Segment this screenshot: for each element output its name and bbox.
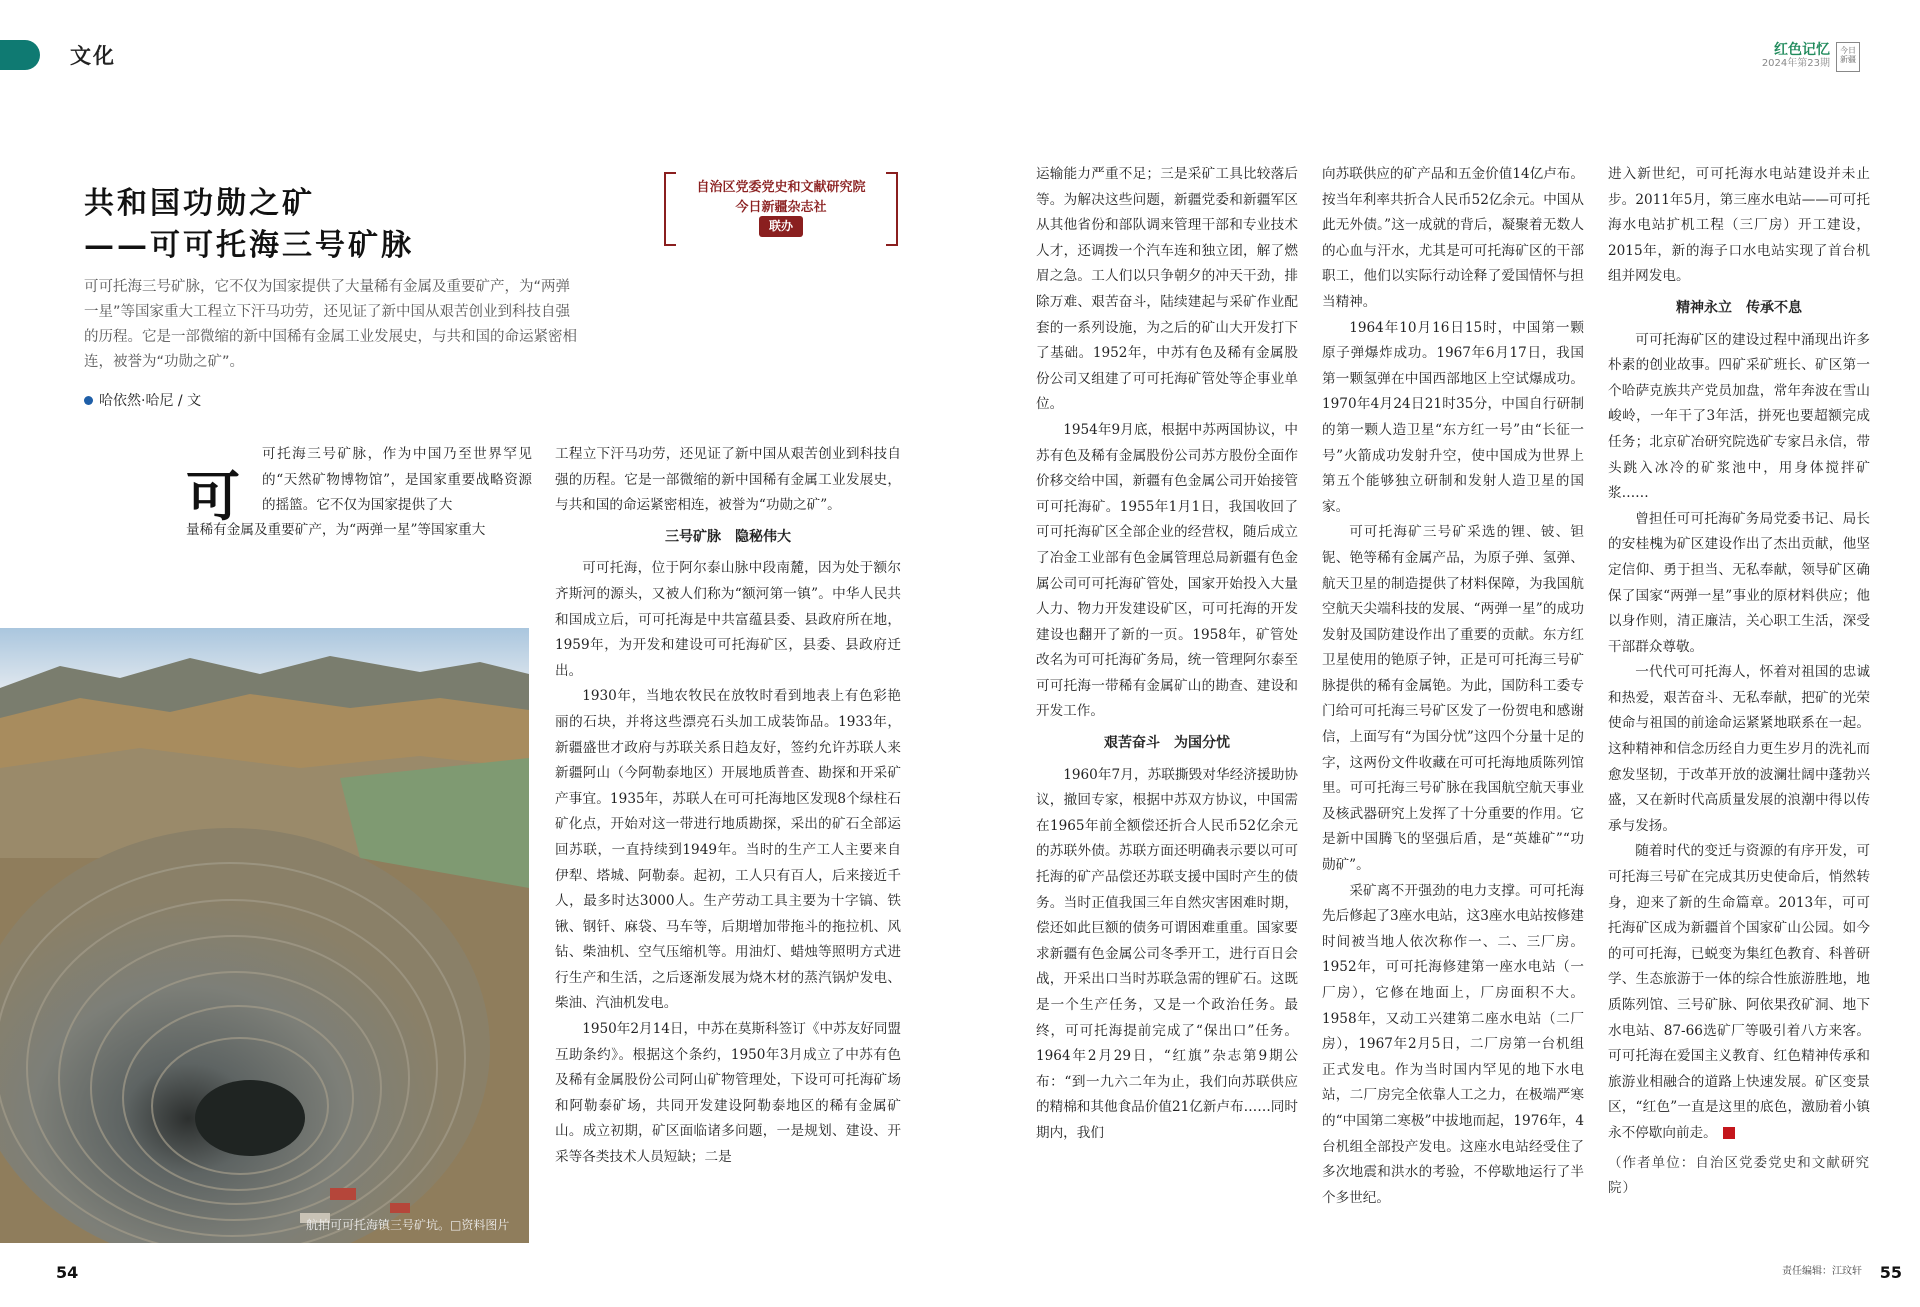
paragraph: 1954年9月底，根据中苏两国协议，中苏有色及稀有金属股份公司苏方股份全面作价移交给中国，新疆有色金属公司开始接管可可托海矿。1955年1月1日，我国收回了可可托海矿区全部企业的经营权，随后成立了冶金工业部有色金属管理总局新疆有色金属公司可可托海矿管处，国家开始投入大量人力、物力开发建设矿区，可可托海的开发建设也翻开了新的一页。1958年，矿管处改名为可可托海矿务局，统一管理阿尔泰至可可托海一带稀有金属矿山的勘查、建设和开发工作。 — [1036, 421, 1298, 720]
magazine-header-text — [1762, 42, 1830, 70]
paragraph: 运输能力严重不足；三是采矿工具比较落后等。为解决这些问题，新疆党委和新疆军区从其他省份和部队调来管理干部和专业技术人才，还调拨一个汽车连和独立团，解了燃眉之急。工人们以只争朝夕的冲天干劲，排除万难、艰苦奋斗，陆续建起与采矿作业配套的一系列设施，为之后的矿山大开发打下了基础。1952年，中苏有色及稀有金属股份公司又组建了可可托海矿管处等企事业单位。 — [1036, 166, 1298, 413]
mine-pit-photo — [0, 628, 529, 1243]
paragraph: 向苏联供应的矿产品和五金价值14亿卢布。按当年利率共折合人民币52亿余元。中国从此无外债。”这一成就的背后，凝聚着无数人的心血与汗水，尤其是可可托海矿区的干部职工，他们以实际行动诠释了爱国情怀与担当精神。 — [1322, 166, 1584, 310]
author-name: 哈依然·哈尼 / 文 — [99, 393, 202, 409]
intro-paragraph-bottom: 量稀有金属及重要矿产，为“两弹一星”等国家重大 — [186, 522, 486, 538]
paragraph: 1960年7月，苏联撕毁对华经济援助协议，撤回专家，根据中苏双方协议，中国需在1965年前全额偿还折合人民币52亿余元的苏联外债。苏联方面还明确表示要以可可托海的矿产品偿还苏联支援中国时产生的债务。当时正值我国三年自然灾害困难时期，偿还如此巨额的债务可谓困难重重。国家要求新疆有色金属公司冬季开工，进行百日会战，开采出口当时苏联急需的锂矿石。这既是一个生产任务，又是一个政治任务。最终，可可托海提前完成了“保出口”任务。1964年2月29日，“红旗”杂志第9期公布：“到一九六二年为止，我们向苏联供应的精棉和其他食品价值21亿新卢布……同时期内，我们 — [1036, 766, 1298, 1141]
sponsor-badge: 联办 — [759, 216, 803, 237]
photo-caption: 航拍可可托海镇三号矿坑。□资料图片 — [306, 1218, 510, 1232]
subheading-1: 三号矿脉 隐秘伟大 — [665, 528, 791, 545]
issue-number: 2024年第23期 — [1761, 58, 1830, 69]
article-column-3 — [1036, 162, 1298, 1147]
paragraph-last-text: 随着时代的变迁与资源的有序开发，可可托海三号矿在完成其历史使命后，悄然转身，迎来了新的生命篇章。2013年，可可托海矿区成为新疆首个国家矿山公园。如今的可可托海，已蜕变为集红色教育、科普研学、生态旅游于一体的综合性旅游胜地，地质陈列馆、三号矿脉、阿依果孜矿洞、地下水电站、87-66选矿厂等吸引着八方来客。可可托海在爱国主义教育、红色精神传承和旅游业相融合的道路上快速发展。矿区变景区，“红色”一直是这里的底色，激励着小镇永不停歇向前走。 — [1608, 843, 1870, 1141]
paragraph: 1950年2月14日，中苏在莫斯科签订《中苏友好同盟互助条约》。根据这个条约，1950年3月成立了中苏有色及稀有金属股份公司阿山矿物管理处，下设可可托海矿场和阿勒泰矿场，共同开发建设阿勒泰地区的稀有金属矿山。成立初期，矿区面临诸多问题，一是规划、建设、开采等各类技术人员短缺；二是 — [555, 1021, 902, 1166]
magazine-header — [1762, 42, 1860, 72]
subheading-2: 艰苦奋斗 为国分忧 — [1104, 735, 1230, 752]
article-title: 共和国功勋之矿 — [84, 186, 315, 221]
magazine-logo: 今日新疆 — [1836, 42, 1860, 72]
author-affiliation: （作者单位：自治区党委党史和文献研究院） — [1608, 1154, 1870, 1196]
sponsor-box — [664, 172, 898, 246]
sponsor-line-1: 自治区党委党史和文献研究院 — [696, 180, 866, 195]
paragraph: 1930年，当地农牧民在放牧时看到地表上有色彩艳丽的石块，并将这些漂亮石头加工成装饰品。1933年，新疆盛世才政府与苏联关系日趋友好，签约允许苏联人来新疆阿山（今阿勒泰地区）开展地质普查、勘探和开采矿产事宜。1935年，苏联人在可可托海地区发现8个绿柱石矿化点，开始对这一带进行地质勘探，采出的矿石全部运回苏联，一直持续到1949年。当时的生产工人主要来自伊犁、塔城、阿勒泰。起初，工人只有百人，后来接近千人，最多时达3000人。生产劳动工具主要为十字镐、铁锹、钢钎、麻袋、马车等，后期增加带拖斗的拖拉机、风钻、柴油机、空气压缩机等。用油灯、蜡烛等照明方式进行生产和生活，之后逐渐发展为烧木材的蒸汽锅炉发电、柴油、汽油机发电。 — [555, 688, 901, 1012]
author-byline — [84, 390, 201, 410]
article-column-4 — [1322, 162, 1584, 1211]
paragraph: 可可托海，位于阿尔泰山脉中段南麓，因为处于额尔齐斯河的源头，又被人们称为“额河第一镇”。中华人民共和国成立后，可可托海是中共富蕴县委、县政府所在地，1959年，为开发和建设可可托海矿区，县委、县政府迁出。 — [555, 560, 901, 679]
drop-cap: 可 — [186, 464, 240, 528]
paragraph: 曾担任可可托海矿务局党委书记、局长的安桂槐为矿区建设作出了杰出贡献，他坚定信仰、勇于担当、无私奉献，领导矿区确保了国家“两弹一星”事业的原材料供应；他以身作则，清正廉洁，关心职工生活，深受干部群众尊敬。 — [1608, 510, 1870, 655]
article-column-5 — [1608, 162, 1870, 1201]
article-column-2 — [555, 442, 901, 1171]
section-label: 文化 — [70, 44, 116, 68]
article-subtitle: ——可可托海三号矿脉 — [84, 228, 414, 263]
responsible-editor: 责任编辑：江玟轩 — [1782, 1266, 1862, 1277]
article-summary: 可可托海三号矿脉，它不仅为国家提供了大量稀有金属及重要矿产，为“两弹一星”等国家重大工程立下汗马功劳，还见证了新中国从艰苦创业到科技自强的历程。它是一部微缩的新中国稀有金属工业发展史，与共和国的命运紧密相连，被誉为“功勋之矿”。 — [84, 279, 577, 370]
paragraph: 一代代可可托海人，怀着对祖国的忠诚和热爱，艰苦奋斗、无私奉献，把矿的光荣使命与祖国的前途命运紧紧地联系在一起。这种精神和信念历经自力更生岁月的洗礼而愈发坚韧，于改革开放的波澜壮阔中蓬勃兴盛，又在新时代高质量发展的浪潮中得以传承与发扬。 — [1608, 664, 1870, 834]
sponsor-line-2: 今日新疆杂志社 — [735, 200, 827, 215]
paragraph-last — [1608, 839, 1870, 1146]
bullet-icon — [84, 396, 93, 405]
paragraph: 工程立下汗马功劳，还见证了新中国从艰苦创业到科技自强的历程。它是一部微缩的新中国稀有金属工业发展史，与共和国的命运紧密相连，被誉为“功勋之矿”。 — [555, 446, 901, 514]
intro-paragraph-top: 可托海三号矿脉，作为中国乃至世界罕见的“天然矿物博物馆”，是国家重要战略资源的摇篮。它不仅为国家提供了大 — [262, 446, 532, 514]
paragraph: 1964年10月16日15时，中国第一颗原子弹爆炸成功。1967年6月17日，我国第一颗氢弹在中国西部地区上空试爆成功。1970年4月24日21时35分，中国自行研制的第一颗人造卫星“东方红一号”由“长征一号”火箭成功发射升空，使中国成为世界上第五个能够独立研制和发射人造卫星的国家。 — [1322, 319, 1584, 515]
paragraph: 可可托海矿区的建设过程中涌现出许多朴素的创业故事。四矿采矿班长、矿区第一个哈萨克族共产党员加盘，常年奔波在雪山峻岭，一年干了3年活，拼死也要超额完成任务；北京矿冶研究院选矿专家吕永信，带头跳入冰冷的矿浆池中，用身体搅拌矿浆…… — [1608, 331, 1870, 502]
paragraph: 可可托海矿三号矿采选的锂、铍、钽铌、铯等稀有金属产品，为原子弹、氢弹、航天卫星的制造提供了材料保障，为我国航空航天尖端科技的发展、“两弹一星”的成功发射及国防建设作出了重要的贡献。东方红卫星使用的铯原子钟，正是可可托海三号矿脉提供的稀有金属铯。为此，国防科工委专门给可可托海三号矿区发了一份贺电和感谢信，上面写有“为国分忧”这四个分量十足的字，这两份文件收藏在可可托海地质陈列馆里。可可托海三号矿脉在我国航空航天事业及核武器研究上发挥了十分重要的作用。它是新中国腾飞的坚强后盾，是“英雄矿”“功勋矿”。 — [1322, 524, 1584, 874]
end-mark-icon — [1723, 1127, 1735, 1139]
page-number-right: 55 — [1879, 1263, 1902, 1282]
paragraph: 采矿离不开强劲的电力支撑。可可托海先后修起了3座水电站，这3座水电站按修建时间被当地人依次称作一、二、三厂房。1952年，可可托海修建第一座水电站（一厂房），它修在地面上，厂房面积不大。1958年，又动工兴建第二座水电站（二厂房），1967年2月5日，二厂房第一台机组正式发电。作为当时国内罕见的地下水电站，二厂房完全依靠人工之力，在极端严寒的“中国第二寒极”中拔地而起，1976年，4台机组全部投产发电。这座水电站经受住了多次地震和洪水的考验，不停歇地运行了半个多世纪。 — [1322, 882, 1584, 1206]
column-title: 红色记忆 — [1774, 42, 1830, 58]
page-number-left: 54 — [56, 1263, 79, 1282]
subheading-3: 精神永立 传承不息 — [1676, 299, 1802, 316]
section-tab-marker — [0, 40, 40, 70]
paragraph: 进入新世纪，可可托海水电站建设并未止步。2011年5月，第三座水电站——可可托海水电站扩机工程（三厂房）开工建设，2015年，新的海子口水电站实现了首台机组并网发电。 — [1608, 166, 1870, 285]
